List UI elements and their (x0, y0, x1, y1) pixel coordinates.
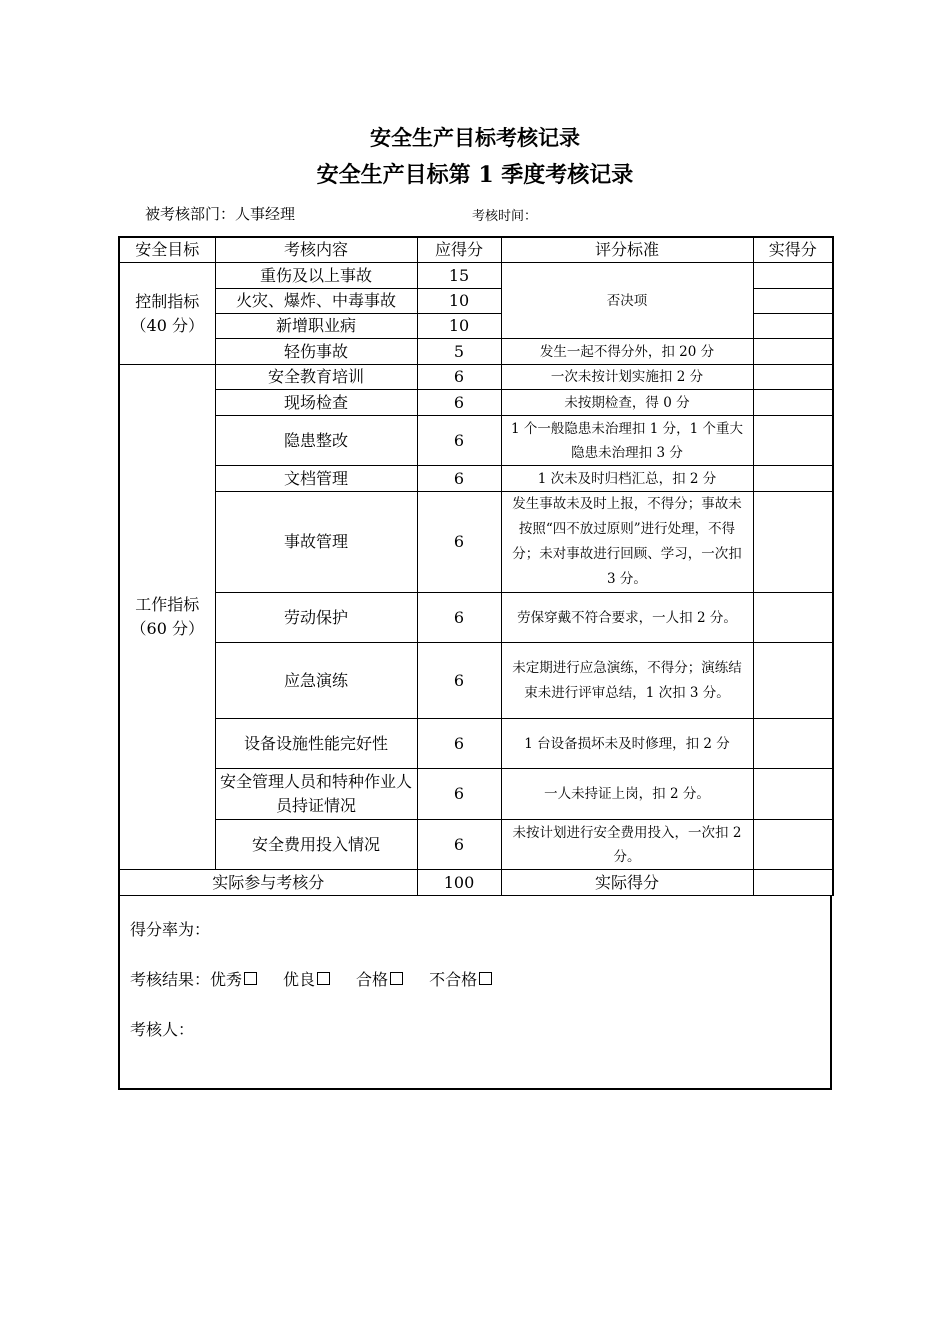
actual-score-cell[interactable] (753, 492, 833, 593)
criteria-cell: 未定期进行应急演练，不得分；演练结束未进行评审总结，1 次扣 3 分。 (501, 643, 753, 719)
actual-score-cell[interactable] (753, 289, 833, 314)
actual-score-cell[interactable] (753, 390, 833, 416)
score-cell: 10 (417, 314, 501, 339)
content-cell: 轻伤事故 (215, 339, 417, 365)
criteria-cell: 1 台设备损坏未及时修理，扣 2 分 (501, 719, 753, 769)
score-cell: 6 (417, 593, 501, 643)
content-cell: 应急演练 (215, 643, 417, 719)
option-pass[interactable] (356, 970, 403, 989)
score-cell: 6 (417, 820, 501, 870)
department-label: 被考核部门：人事经理 (145, 205, 296, 223)
content-cell: 安全教育培训 (215, 365, 417, 390)
option-excellent-label: 优秀 (210, 970, 243, 989)
group-work-cell (119, 365, 215, 870)
header-cell: 安全目标 (119, 237, 215, 263)
assessment-time-label: 考核时间： (472, 209, 538, 224)
table-row (119, 365, 833, 390)
criteria-cell: 未按期检查，得 0 分 (501, 390, 753, 416)
score-cell: 6 (417, 719, 501, 769)
actual-score-cell[interactable] (753, 466, 833, 492)
criteria-cell: 一次未按计划实施扣 2 分 (501, 365, 753, 390)
score-cell: 10 (417, 289, 501, 314)
table-row (119, 466, 833, 492)
option-pass-label: 合格 (356, 970, 389, 989)
assessment-table (118, 236, 834, 896)
total-row (119, 870, 833, 896)
actual-score-cell[interactable] (753, 365, 833, 390)
option-excellent[interactable] (210, 970, 257, 989)
actual-score-cell[interactable] (753, 314, 833, 339)
option-fail[interactable] (429, 970, 492, 989)
group-name: 工作指标 (135, 595, 200, 614)
header-cell: 评分标准 (501, 237, 753, 263)
actual-score-cell[interactable] (753, 643, 833, 719)
table-row (119, 263, 833, 289)
score-cell: 6 (417, 466, 501, 492)
content-cell: 新增职业病 (215, 314, 417, 339)
checkbox-icon[interactable] (317, 972, 330, 985)
content-cell: 重伤及以上事故 (215, 263, 417, 289)
group-name: 控制指标 (135, 291, 200, 311)
content-cell: 隐患整改 (215, 416, 417, 466)
actual-score-cell[interactable] (753, 263, 833, 289)
content-cell: 安全费用投入情况 (215, 820, 417, 870)
table-header-row (119, 237, 833, 263)
table-row (119, 390, 833, 416)
group-points: （40 分） (130, 315, 204, 335)
table-row (119, 492, 833, 593)
group-points: （60 分） (130, 619, 204, 638)
actual-total-label: 实际得分 (501, 870, 753, 896)
score-cell: 5 (417, 339, 501, 365)
option-fail-label: 不合格 (429, 970, 478, 989)
checkbox-icon[interactable] (244, 972, 257, 985)
checkbox-icon[interactable] (479, 972, 492, 985)
content-cell: 现场检查 (215, 390, 417, 416)
criteria-cell: 发生一起不得分外，扣 20 分 (501, 339, 753, 365)
criteria-cell: 发生事故未及时上报，不得分；事故未按照“四不放过原则”进行处理，不得分；未对事故进行回顾、学习，一次扣 3 分。 (501, 492, 753, 593)
table-row (119, 719, 833, 769)
score-cell: 6 (417, 769, 501, 820)
criteria-cell: 否决项 (501, 263, 753, 339)
content-cell: 文档管理 (215, 466, 417, 492)
criteria-cell: 劳保穿戴不符合要求，一人扣 2 分。 (501, 593, 753, 643)
actual-score-cell[interactable] (753, 769, 833, 820)
actual-score-cell[interactable] (753, 719, 833, 769)
assessment-footer (118, 895, 832, 1090)
score-cell: 6 (417, 365, 501, 390)
actual-score-cell[interactable] (753, 593, 833, 643)
header-cell: 考核内容 (215, 237, 417, 263)
actual-score-cell[interactable] (753, 339, 833, 365)
content-cell: 劳动保护 (215, 593, 417, 643)
score-cell: 15 (417, 263, 501, 289)
criteria-cell: 1 个一般隐患未治理扣 1 分，1 个重大隐患未治理扣 3 分 (501, 416, 753, 466)
table-row (119, 339, 833, 365)
page-title: 安全生产目标考核记录 (370, 125, 580, 150)
total-score: 100 (417, 870, 501, 896)
result-line (130, 967, 518, 990)
content-cell: 火灾、爆炸、中毒事故 (215, 289, 417, 314)
group-control-cell (119, 263, 215, 365)
checkbox-icon[interactable] (390, 972, 403, 985)
score-cell: 6 (417, 416, 501, 466)
score-cell: 6 (417, 492, 501, 593)
score-rate-label: 得分率为： (130, 920, 211, 939)
actual-total-cell[interactable] (753, 870, 833, 896)
table-row (119, 820, 833, 870)
actual-score-cell[interactable] (753, 416, 833, 466)
assessor-label: 考核人： (130, 1020, 195, 1039)
score-cell: 6 (417, 643, 501, 719)
header-cell: 实得分 (753, 237, 833, 263)
total-label: 实际参与考核分 (119, 870, 417, 896)
criteria-cell: 1 次未及时归档汇总，扣 2 分 (501, 466, 753, 492)
option-good[interactable] (283, 970, 330, 989)
option-good-label: 优良 (283, 970, 316, 989)
table-row (119, 769, 833, 820)
result-label: 考核结果： (130, 970, 211, 989)
content-cell: 设备设施性能完好性 (215, 719, 417, 769)
actual-score-cell[interactable] (753, 820, 833, 870)
content-cell: 事故管理 (215, 492, 417, 593)
table-row (119, 416, 833, 466)
criteria-cell: 未按计划进行安全费用投入，一次扣 2 分。 (501, 820, 753, 870)
header-cell: 应得分 (417, 237, 501, 263)
table-row (119, 643, 833, 719)
content-cell: 安全管理人员和特种作业人员持证情况 (215, 769, 417, 820)
table-row (119, 593, 833, 643)
criteria-cell: 一人未持证上岗，扣 2 分。 (501, 769, 753, 820)
score-cell: 6 (417, 390, 501, 416)
page-subtitle: 安全生产目标第 1 季度考核记录 (316, 162, 634, 188)
